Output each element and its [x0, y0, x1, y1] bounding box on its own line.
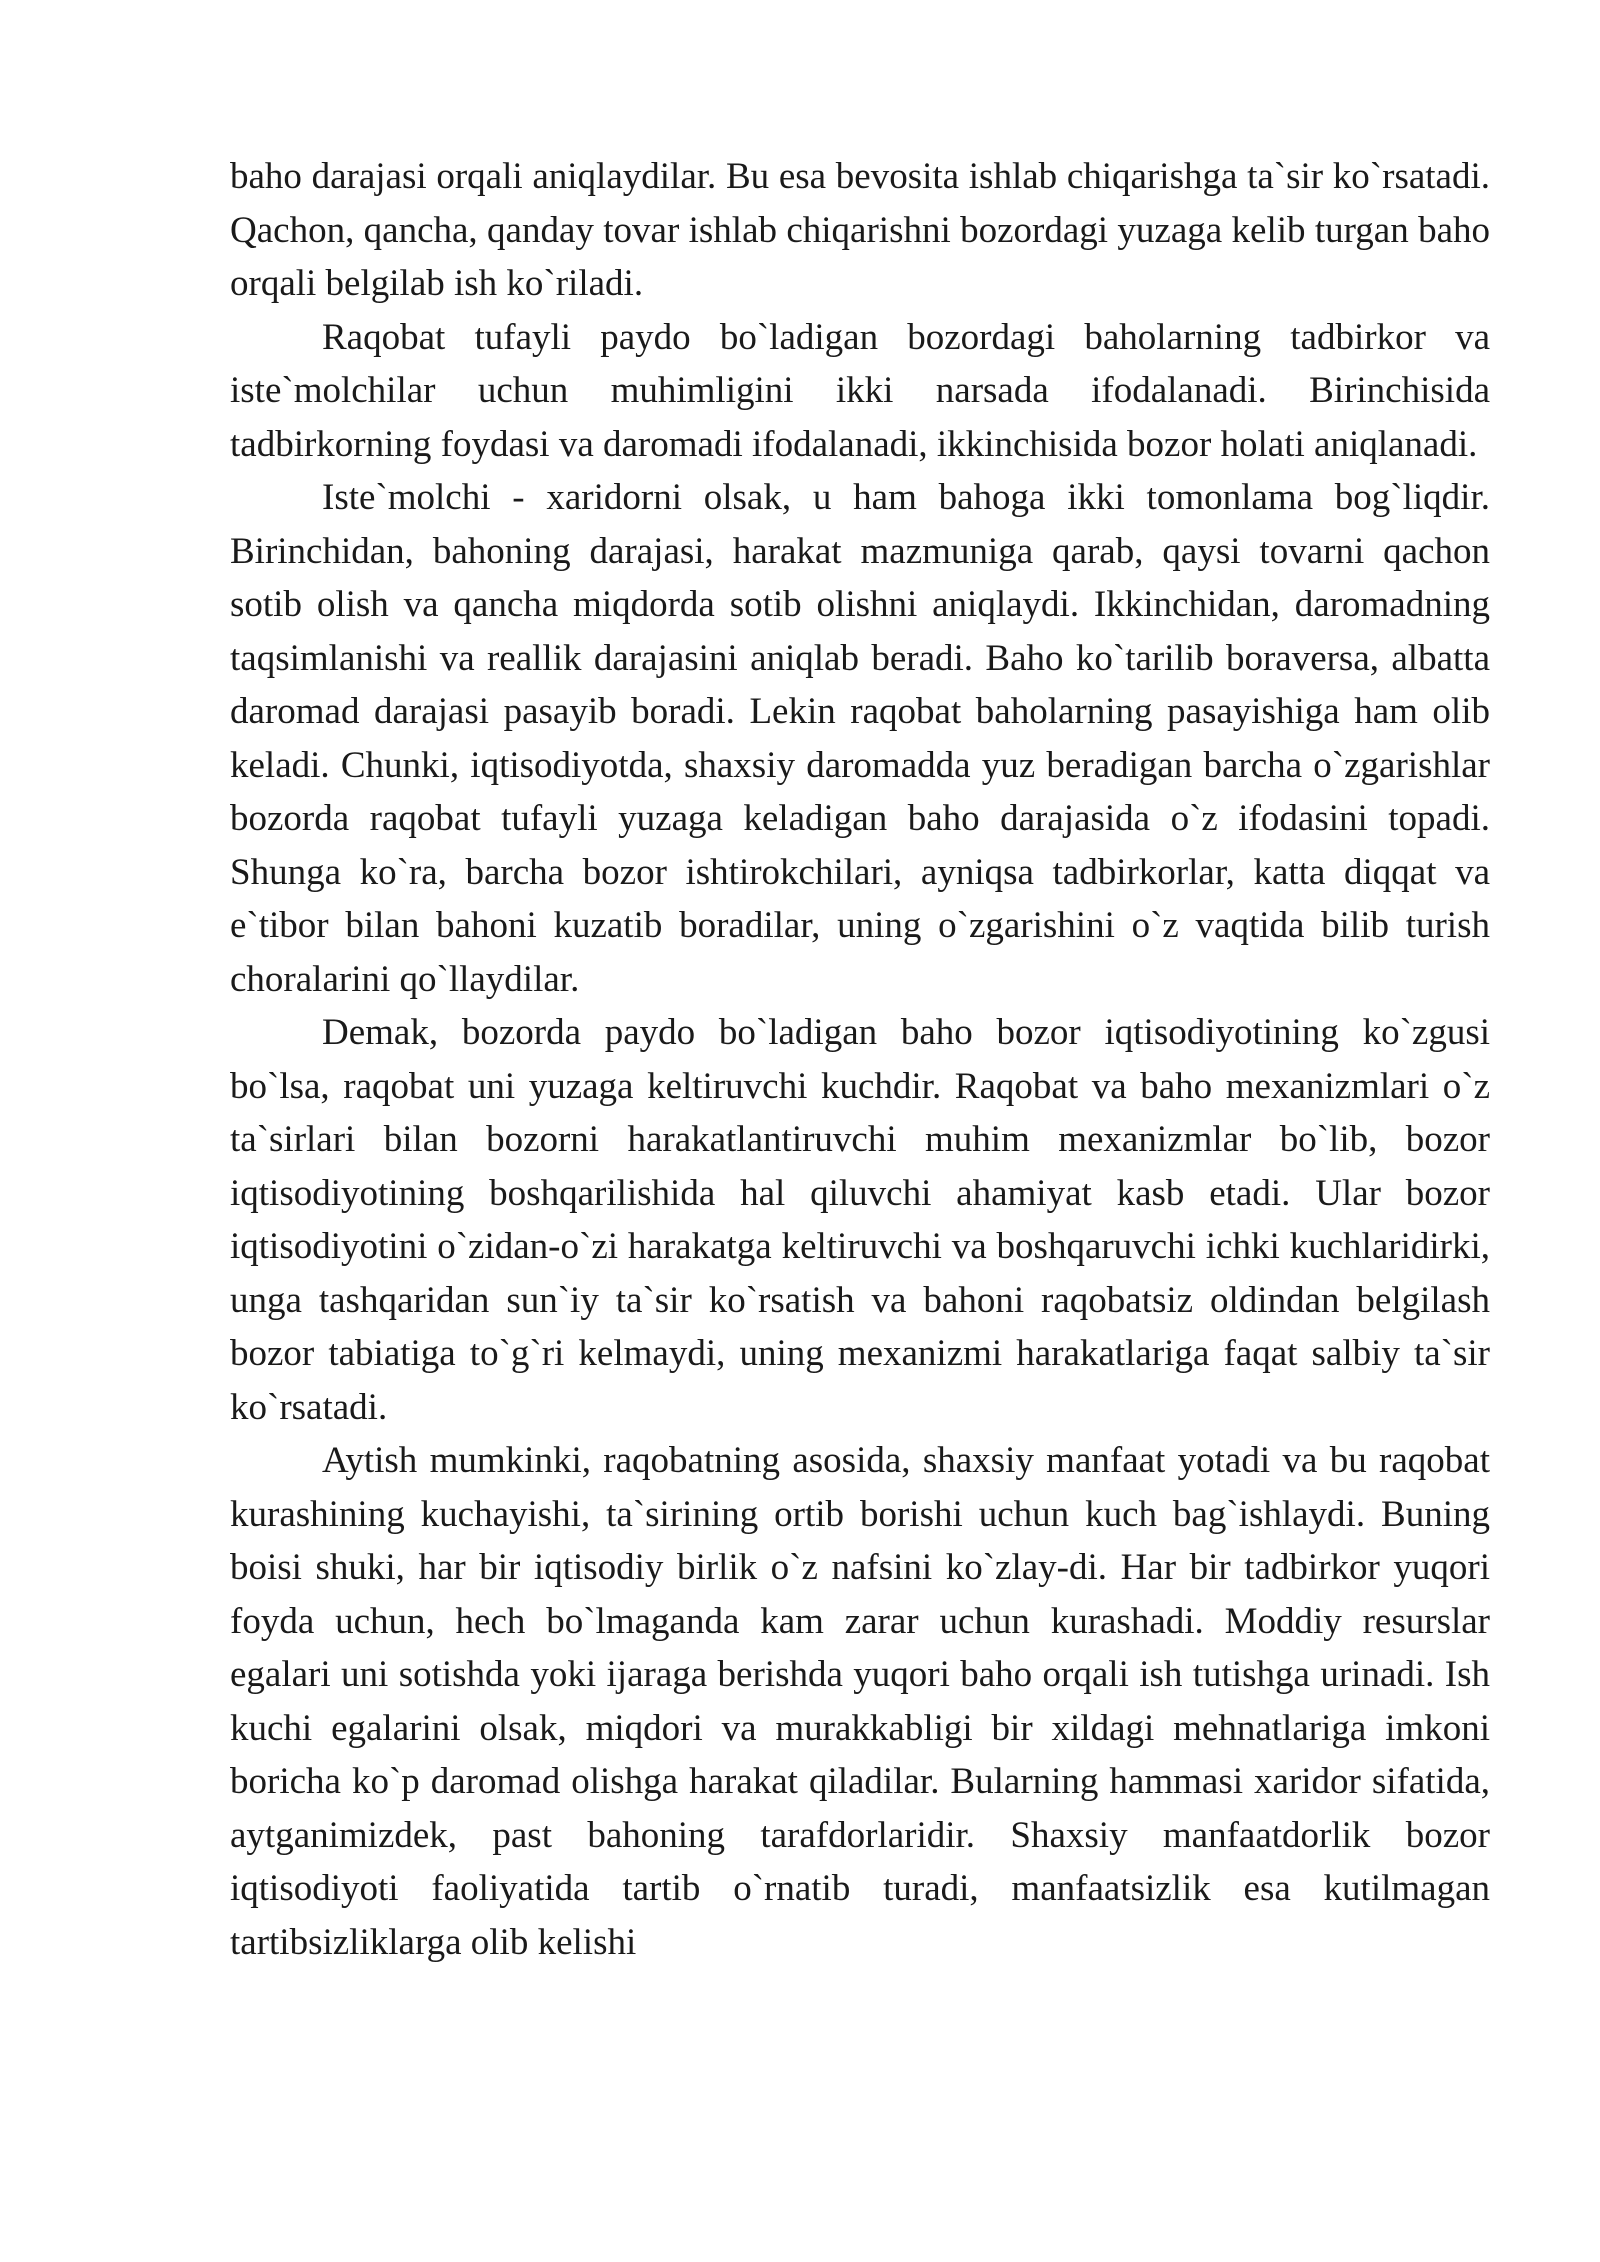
paragraph-2: Raqobat tufayli paydo bo`ladigan bozordagi baholarning tadbirkor va iste`molchilar uchun muhimligini ikki narsada ifodalanadi. Birinchisida tadbirkorning foydasi va daromadi ifodalanadi, ikkinchisida bozor holati aniqlanadi.: [230, 316, 1490, 465]
body-text: [230, 150, 1490, 1969]
paragraph-3: Iste`molchi - xaridorni olsak, u ham bahoga ikki tomonlama bog`liqdir. Birinchidan, bahoning darajasi, harakat mazmuniga qarab, qaysi tovarni qachon sotib olish va qancha miqdorda sotib olishni aniqlaydi. Ikkinchidan, daromadning taqsimlanishi va reallik darajasini aniqlab beradi. Baho ko`tarilib boraversa, albatta daromad darajasi pasayib boradi. Lekin raqobat baholarning pasayishiga ham olib keladi. Chunki, iqtisodiyotda, shaxsiy daromadda yuz beradigan barcha o`zgarishlar bozorda raqobat tufayli yuzaga keladigan baho darajasida o`z ifodasini topadi. Shunga ko`ra, barcha bozor ishtirokchilari, ayniqsa tadbirkorlar, katta diqqat va e`tibor bilan bahoni kuzatib boradilar, uning o`zgarishini o`z vaqtida bilib turish choralarini qo`llaydilar.: [230, 477, 1490, 1000]
paragraph-5: Aytish mumkinki, raqobatning asosida, shaxsiy manfaat yotadi va bu raqobat kurashining kuchayishi, ta`sirining ortib borishi uchun kuch bag`ishlaydi. Buning boisi shuki, har bir iqtisodiy birlik o`z nafsini ko`zlay-di. Har bir tadbirkor yuqori foyda uchun, hech bo`lmaganda kam zarar uchun kurashadi. Moddiy resurslar egalari uni sotishda yoki ijaraga berishda yuqori baho orqali ish tutishga urinadi. Ish kuchi egalarini olsak, miqdori va murakkabligi bir xildagi mehnatlariga imkoni boricha ko`p daromad olishga harakat qiladilar. Bularning hammasi xaridor sifatida, aytganimizdek, past bahoning tarafdorlaridir. Shaxsiy manfaatdorlik bozor iqtisodiyoti faoliyatida tartib o`rnatib turadi, manfaatsizlik esa kutilmagan tartibsizliklarga olib kelishi: [230, 1440, 1490, 1963]
paragraph-1: baho darajasi orqali aniqlaydilar. Bu esa bevosita ishlab chiqarishga ta`sir ko`rsatadi. Qachon, qancha, qanday tovar ishlab chiqarishni bozordagi yuzaga kelib turgan baho orqali belgilab ish ko`riladi.: [230, 156, 1490, 304]
paragraph-4: Demak, bozorda paydo bo`ladigan baho bozor iqtisodiyotining ko`zgusi bo`lsa, raqobat uni yuzaga keltiruvchi kuchdir. Raqobat va baho mexanizmlari o`z ta`sirlari bilan bozorni harakatlantiruvchi muhim mexanizmlar bo`lib, bozor iqtisodiyotining boshqarilishida hal qiluvchi ahamiyat kasb etadi. Ular bozor iqtisodiyotini o`zidan-o`zi harakatga keltiruvchi va boshqaruvchi ichki kuchlaridirki, unga tashqaridan sun`iy ta`sir ko`rsatish va bahoni raqobatsiz oldindan belgilash bozor tabiatiga to`g`ri kelmaydi, uning mexanizmi harakatlariga faqat salbiy ta`sir ko`rsatadi.: [230, 1012, 1490, 1428]
